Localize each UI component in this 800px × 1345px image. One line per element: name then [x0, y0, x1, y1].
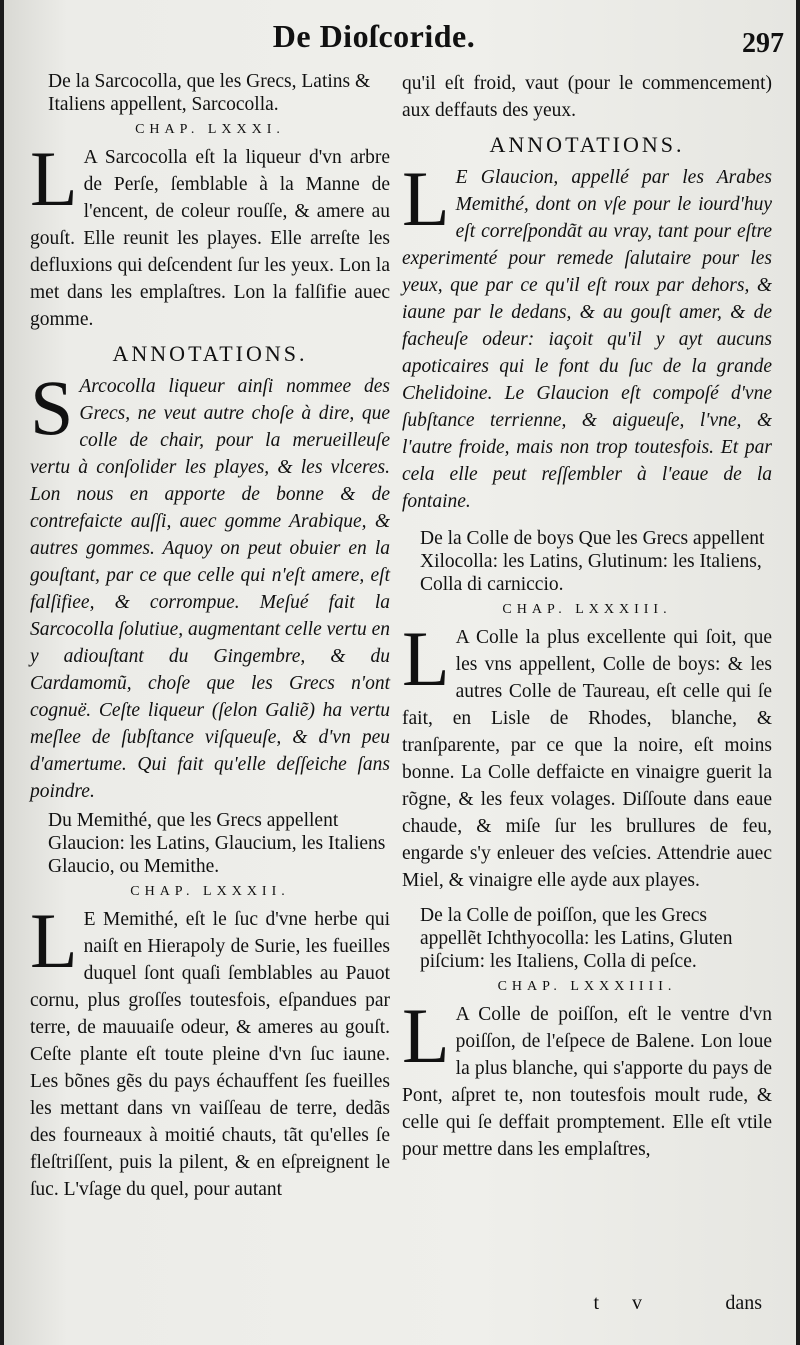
chapter-text-sarcocolla [30, 135, 390, 333]
drop-cap: L [30, 135, 78, 222]
annotation-text-glaucion [402, 155, 772, 515]
signature-mark: t v [593, 1292, 656, 1314]
drop-cap: L [30, 897, 78, 984]
chapter-heading-82: CHAP. LXXXII. [130, 884, 290, 899]
annotation-body: E Glaucion, appellé par les Arabes Memithé, dont on vſe pour le iourd'huy eſt correſpondãt au vray, tant pour eſtre experimenté pour remede ſalutaire pour les yeux, que par ce qu'il eſt roux par dehors, & iaune par le dedans, & au gouſt amer, & de facheuſe odeur: iaçoit qu'il y ayt aucuns apoticaires qui le font du ſuc de la grande Chelidoine. Le Glaucion eſt compoſé d'vne ſubſtance terrienne, & aigueuſe, l'vne, & l'autre froide, mais non trop toutesfois. Et par cela elle peut reſſembler à l'eaue de la fontaine. [402, 167, 772, 512]
left-column [30, 70, 390, 1305]
right-column [402, 70, 772, 1305]
running-header: De Dioſcoride. [272, 18, 476, 54]
annotation-text-sarcocolla [30, 364, 390, 805]
chapter-heading-84: CHAP. LXXXIIII. [497, 979, 677, 994]
chapter-text-colle-boys [402, 615, 772, 894]
continued-text: qu'il eſt froid, vaut (pour le commencement) aux deffauts des yeux. [402, 73, 772, 121]
chapter-body: E Memithé, eſt le ſuc d'vne herbe qui naiſt en Hierapoly de Surie, les fueilles duquel ſont quaſi ſemblables au Pauot cornu, plus groſſes toutesfois, eſpandues par terre, de mauuaiſe odeur, & ameres au gouſt. Ceſte plante eſt toute pleine d'vn ſuc iaune. Les bõnes gẽs du pays échauffent ſes fueilles les mettant dans vn vaiſſeau de terre, dedãs des fourneaux à moitié chauts, tãt qu'elles ſe fleſtriſſent, puis la pilent, & en eſpreignent le ſuc. L'vſage du quel, pour autant [30, 909, 390, 1200]
chapter-text-colle-poisson [402, 992, 772, 1163]
chapter-body: A Colle de poiſſon, eſt le ventre d'vn poiſſon, de l'eſpece de Balene. Lon loue la plus blanche, qui s'apporte du pays de Pont, aſpret te, non toutesfois moult rude, & celle qui ſe deffait promptement. Elle eſt vtile pour mettre dans les emplaſtres, [402, 1004, 772, 1160]
book-page [4, 0, 796, 1345]
annotation-body: Arcocolla liqueur ainſi nommee des Grecs, ne veut autre choſe à dire, que colle de chair, pour la merueilleuſe vertu à conſolider les playes, & les vlceres. Lon nous en apporte de bonne & de contrefaicte auſſi, auec gomme Arabique, & autres gommes. Aquoy on peut obuier en la gouſtant, par ce que celle qui n'eſt amere, eſt falſifiee, & corrompue. Meſué fait la Sarcocolla ſolutiue, augmentant celle vertu en y adiouſtant du Gingembre, & du Cardamomũ, choſe que les Grecs n'ont cognuë. Ceſte liqueur (ſelon Galiẽ) ha vertu meſlee de ſubſtance viſqueuſe, & d'vn peu d'amertume. Qui fait qu'elle deſſeiche ſans poindre. [30, 376, 390, 802]
chapter-heading-81: CHAP. LXXXI. [135, 122, 285, 137]
catchword: dans [725, 1292, 762, 1314]
annotations-heading: ANNOTATIONS. [112, 341, 308, 366]
drop-cap: L [402, 992, 450, 1079]
drop-cap: L [402, 155, 450, 242]
chapter-heading-83: CHAP. LXXXIII. [502, 602, 672, 617]
drop-cap: S [30, 364, 74, 451]
section-title-sarcocolla: De la Sarcocolla, que les Grecs, Latins & Italiens appellent, Sarcocolla. [48, 71, 371, 115]
drop-cap: L [402, 615, 450, 702]
section-title-memithe: Du Memithé, que les Grecs appellent Glaucion: les Latins, Glaucium, les Italiens Glaucio, ou Memithe. [48, 810, 386, 877]
annotations-heading: ANNOTATIONS. [489, 132, 685, 157]
chapter-body: A Colle la plus excellente qui ſoit, que les vns appellent, Colle de boys: & les autres Colle de Taureau, eſt celle qui ſe fait, en Lisle de Rhodes, blanche, & tranſparente, par ce que la noire, eſt moins bonne. La Colle deffaicte en vinaigre guerit la rõgne, & les feux volages. Diſſoute dans eaue chaude, & miſe ſur les brullures de feu, engarde s'y enleuer des veſcies. Attendrie auec Miel, & vinaigre elle ayde aux playes. [402, 627, 772, 891]
section-title-colle-boys: De la Colle de boys Que les Grecs appellent Xilocolla: les Latins, Glutinum: les Italiens, Colla di carniccio. [420, 528, 765, 595]
chapter-text-memithe [30, 897, 390, 1203]
section-title-colle-poisson: De la Colle de poiſſon, que les Grecs appellẽt Ichthyocolla: les Latins, Gluten piſcium: les Italiens, Colla di peſce. [420, 905, 733, 972]
page-number: 297 [742, 28, 784, 59]
chapter-body: A Sarcocolla eſt la liqueur d'vn arbre de Perſe, ſemblable à la Manne de l'encent, de coleur rouſſe, & amere au gouſt. Elle reunit les playes. Elle arreſte les defluxions qui deſcendent ſur les yeux. Lon la met dans les emplaſtres. Lon la falſifie auec gomme. [30, 147, 390, 330]
